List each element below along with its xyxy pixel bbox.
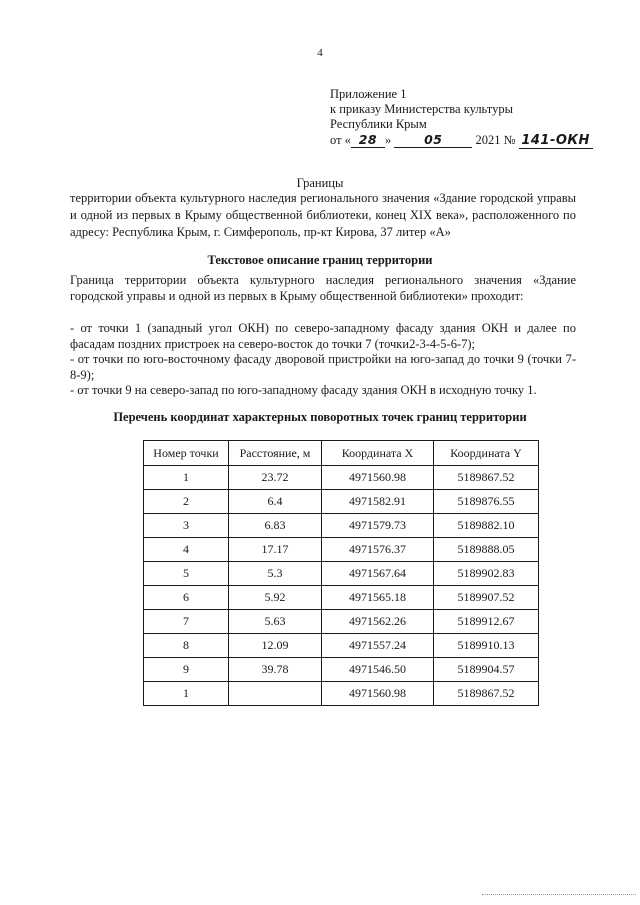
cell-x: 4971557.24 <box>322 634 434 658</box>
cell-distance: 5.92 <box>229 586 322 610</box>
header-distance: Расстояние, м <box>229 441 322 466</box>
table-title: Перечень координат характерных поворотных точек границ территории <box>113 410 527 424</box>
section-title: Текстовое описание границ территории <box>207 253 433 267</box>
cell-x: 4971567.64 <box>322 562 434 586</box>
cell-distance: 12.09 <box>229 634 322 658</box>
paragraph-4: - от точки 9 на северо-запад по юго-западному фасаду здания ОКН в исходную точку 1. <box>70 383 537 397</box>
heading-title: Границы <box>296 176 344 190</box>
cell-distance: 39.78 <box>229 658 322 682</box>
cell-distance: 5.63 <box>229 610 322 634</box>
cell-x: 4971565.18 <box>322 586 434 610</box>
year-text: 2021 № <box>475 133 516 147</box>
cell-y: 5189867.52 <box>434 466 539 490</box>
table-row <box>144 490 539 514</box>
table-row <box>144 538 539 562</box>
handwritten-month: 05 <box>394 132 472 148</box>
cell-point: 4 <box>144 538 229 562</box>
cell-x: 4971560.98 <box>322 682 434 706</box>
table-row <box>144 586 539 610</box>
cell-x: 4971562.26 <box>322 610 434 634</box>
appendix-ministry: Республики Крым <box>330 117 427 131</box>
cell-distance: 6.4 <box>229 490 322 514</box>
handwritten-order-number: 141-ОКН <box>519 133 593 149</box>
cell-distance: 23.72 <box>229 466 322 490</box>
header-coordinate-y: Координата Y <box>434 441 539 466</box>
intro-text: территории объекта культурного наследия регионального значения «Здание городской управы и одной из первых в Крыму общественной библиотеки, конец XIX века», расположенного по адресу: Республика Крым, г. Симферополь, пр-кт Кирова, 37 литер «А» <box>70 191 576 239</box>
cell-x: 4971582.91 <box>322 490 434 514</box>
header-point-number: Номер точки <box>144 441 229 466</box>
table-row <box>144 658 539 682</box>
coordinates-table <box>143 440 539 706</box>
table-row <box>144 466 539 490</box>
page-number: 4 <box>317 47 323 59</box>
cell-y: 5189910.13 <box>434 634 539 658</box>
table-row <box>144 682 539 706</box>
cell-point: 6 <box>144 586 229 610</box>
cell-point: 8 <box>144 634 229 658</box>
cell-y: 5189876.55 <box>434 490 539 514</box>
cell-x: 4971560.98 <box>322 466 434 490</box>
cell-y: 5189907.52 <box>434 586 539 610</box>
cell-distance: 17.17 <box>229 538 322 562</box>
cell-distance <box>229 682 322 706</box>
date-prefix: от « <box>330 133 351 147</box>
cell-x: 4971546.50 <box>322 658 434 682</box>
appendix-date-line <box>330 132 593 149</box>
cell-point: 1 <box>144 682 229 706</box>
footer-divider <box>482 894 636 895</box>
cell-point: 1 <box>144 466 229 490</box>
cell-y: 5189902.83 <box>434 562 539 586</box>
table-row <box>144 634 539 658</box>
cell-point: 9 <box>144 658 229 682</box>
cell-x: 4971579.73 <box>322 514 434 538</box>
cell-point: 2 <box>144 490 229 514</box>
paragraph-2: - от точки 1 (западный угол ОКН) по северо-западному фасаду здания ОКН и далее по фасадам поздних пристроек на северо-восток до точки 7 (точки2-3-4-5-6-7); <box>70 321 576 351</box>
table-row <box>144 610 539 634</box>
paragraph-1: Граница территории объекта культурного наследия регионального значения «Здание городской управы и одной из первых в Крыму общественной библиотеки» проходит: <box>70 273 576 303</box>
handwritten-day: 28 <box>351 132 385 148</box>
cell-y: 5189904.57 <box>434 658 539 682</box>
appendix-order-ref: к приказу Министерства культуры <box>330 102 513 116</box>
table-row <box>144 562 539 586</box>
date-mid: » <box>384 133 392 147</box>
cell-distance: 6.83 <box>229 514 322 538</box>
cell-point: 7 <box>144 610 229 634</box>
appendix-block <box>330 87 593 149</box>
cell-y: 5189882.10 <box>434 514 539 538</box>
cell-y: 5189867.52 <box>434 682 539 706</box>
table-row <box>144 514 539 538</box>
cell-distance: 5.3 <box>229 562 322 586</box>
cell-y: 5189912.67 <box>434 610 539 634</box>
cell-x: 4971576.37 <box>322 538 434 562</box>
cell-point: 3 <box>144 514 229 538</box>
header-coordinate-x: Координата X <box>322 441 434 466</box>
appendix-title: Приложение 1 <box>330 87 407 101</box>
cell-y: 5189888.05 <box>434 538 539 562</box>
cell-point: 5 <box>144 562 229 586</box>
table-header-row <box>144 441 539 466</box>
paragraph-3: - от точки по юго-восточному фасаду дворовой пристройки на юго-запад до точки 9 (точки 7-8-9); <box>70 352 576 382</box>
